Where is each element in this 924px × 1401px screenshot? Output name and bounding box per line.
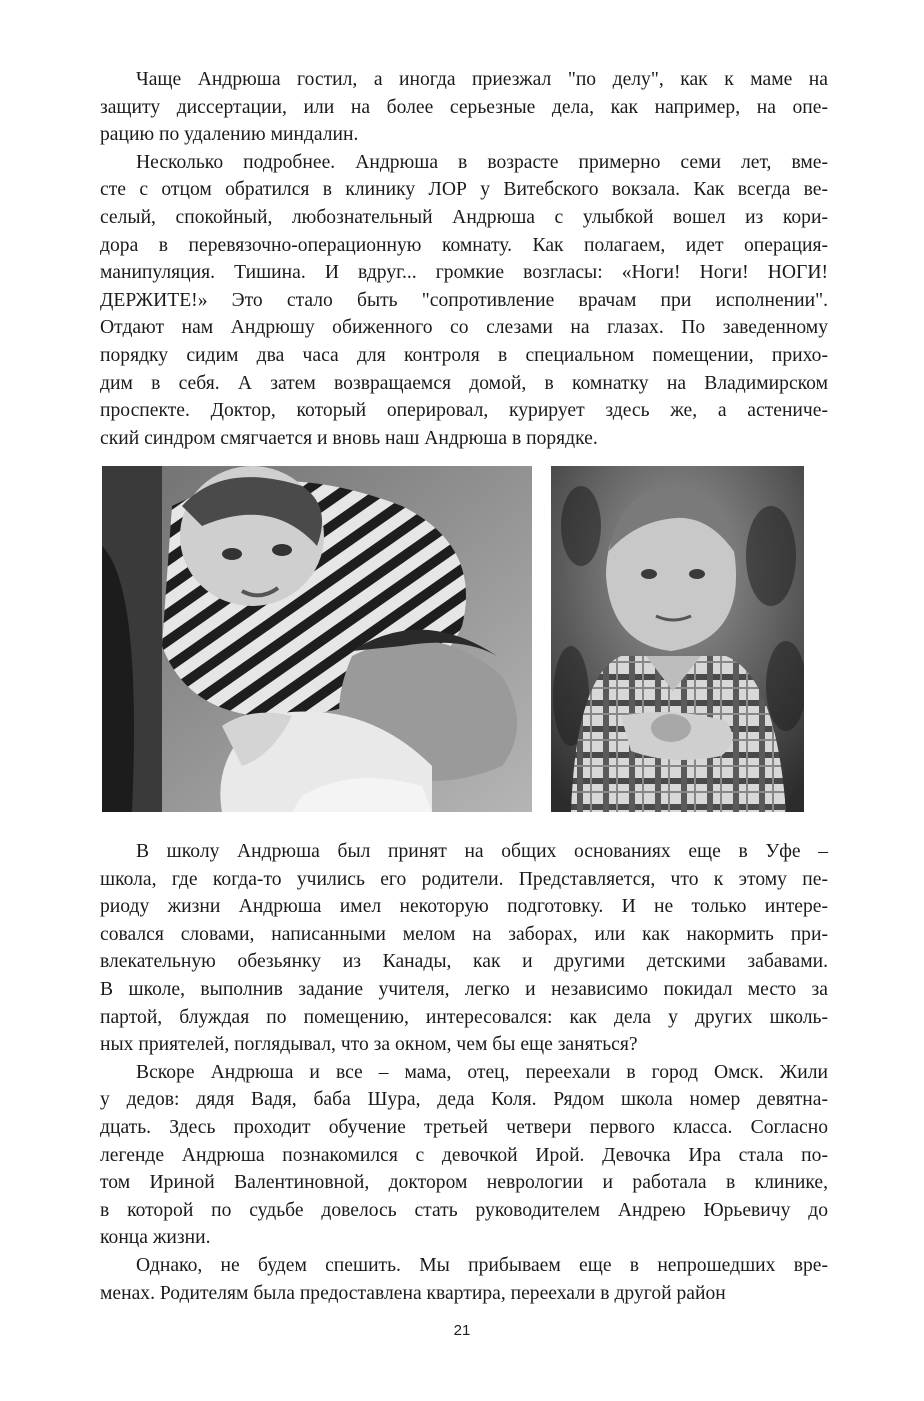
paragraph — [100, 1059, 828, 1252]
photo-boy-and-man — [102, 466, 532, 812]
text-line: в которой по судьбе довелось стать руководителем Андрею Юрьевичу до — [100, 1199, 828, 1221]
text-block-top — [100, 66, 828, 452]
photo-boy-plaid-shirt-image — [551, 466, 804, 812]
text-line: менах. Родителям была предоставлена квартира, переехали в другой район — [100, 1282, 726, 1304]
text-line: порядку сидим два часа для контроля в специальном помещении, прихо- — [100, 344, 828, 366]
text-line: Вскоре Андрюша и все – мама, отец, переехали в город Омск. Жили — [136, 1061, 828, 1083]
text-line: Однако, не будем спешить. Мы прибываем еще в непрошедших вре- — [136, 1254, 828, 1276]
text-block-bottom — [100, 838, 828, 1307]
text-line: школа, где когда-то учились его родители. Представляется, что к этому пе- — [100, 868, 828, 890]
text-line: дцать. Здесь проходит обучение третьей четвери первого класса. Согласно — [100, 1116, 828, 1138]
text-line: Несколько подробнее. Андрюша в возрасте примерно семи лет, вме- — [136, 151, 828, 173]
text-line: Чаще Андрюша гостил, а иногда приезжал "по делу", как к маме на — [136, 69, 828, 90]
photo-boy-plaid-shirt — [551, 466, 804, 812]
text-line: влекательную обезьянку из Канады, как и другими детскими забавами. — [100, 951, 828, 973]
text-line: партой, блуждая по помещению, интересовался: как дела у других школь- — [100, 1006, 828, 1028]
text-line: В школе, выполнив задание учителя, легко и независимо покидал место за — [100, 978, 828, 1000]
text-line: ных приятелей, поглядывал, что за окном, чем бы еще заняться? — [100, 1034, 638, 1056]
text-line: ский синдром смягчается и вновь наш Андрюша в порядке. — [100, 427, 598, 449]
paragraph — [100, 1252, 828, 1307]
text-line: том Ириной Валентиновной, доктором неврологии и работала в клинике, — [100, 1172, 828, 1194]
text-line: защиту диссертации, или на более серьезные дела, как например, на опе- — [100, 96, 828, 118]
text-line: селый, спокойный, любознательный Андрюша с улыбкой вошел из кори- — [100, 206, 828, 228]
text-line: сте с отцом обратился в клинику ЛОР у Витебского вокзала. Как всегда ве- — [100, 179, 828, 201]
text-line: совался словами, написанными мелом на заборах, или как накормить при- — [100, 923, 828, 945]
paragraph — [100, 838, 828, 1059]
paragraph — [100, 66, 828, 149]
paragraph — [100, 149, 828, 453]
text-line: конца жизни. — [100, 1227, 211, 1249]
text-line: риоду жизни Андрюша имел некоторую подготовку. И не только интере- — [100, 896, 828, 918]
page-number: 21 — [453, 1322, 471, 1339]
text-line: проспекте. Доктор, который оперировал, курирует здесь же, а астениче- — [100, 400, 828, 422]
text-line: у дедов: дядя Вадя, баба Шура, деда Коля. Рядом школа номер девятна- — [100, 1089, 828, 1111]
text-line: В школу Андрюша был принят на общих основаниях еще в Уфе – — [136, 841, 828, 862]
text-line: Отдают нам Андрюшу обиженного со слезами на глазах. По заведенному — [100, 317, 828, 339]
photo-boy-and-man-image — [102, 466, 532, 812]
text-line: дора в перевязочно-операционную комнату. Как полагаем, идет операция- — [100, 234, 828, 256]
text-line: дим в себя. А затем возвращаемся домой, в комнатку на Владимирском — [100, 372, 828, 394]
text-line: ДЕРЖИТЕ!» Это стало быть "сопротивление врачам при исполнении". — [100, 289, 828, 311]
text-line: легенде Андрюша познакомился с девочкой Ирой. Девочка Ира стала по- — [100, 1144, 828, 1166]
text-line: манипуляция. Тишина. И вдруг... громкие возгласы: «Ноги! Ноги! НОГИ! — [100, 262, 828, 284]
text-line: рацию по удалению миндалин. — [100, 124, 359, 146]
